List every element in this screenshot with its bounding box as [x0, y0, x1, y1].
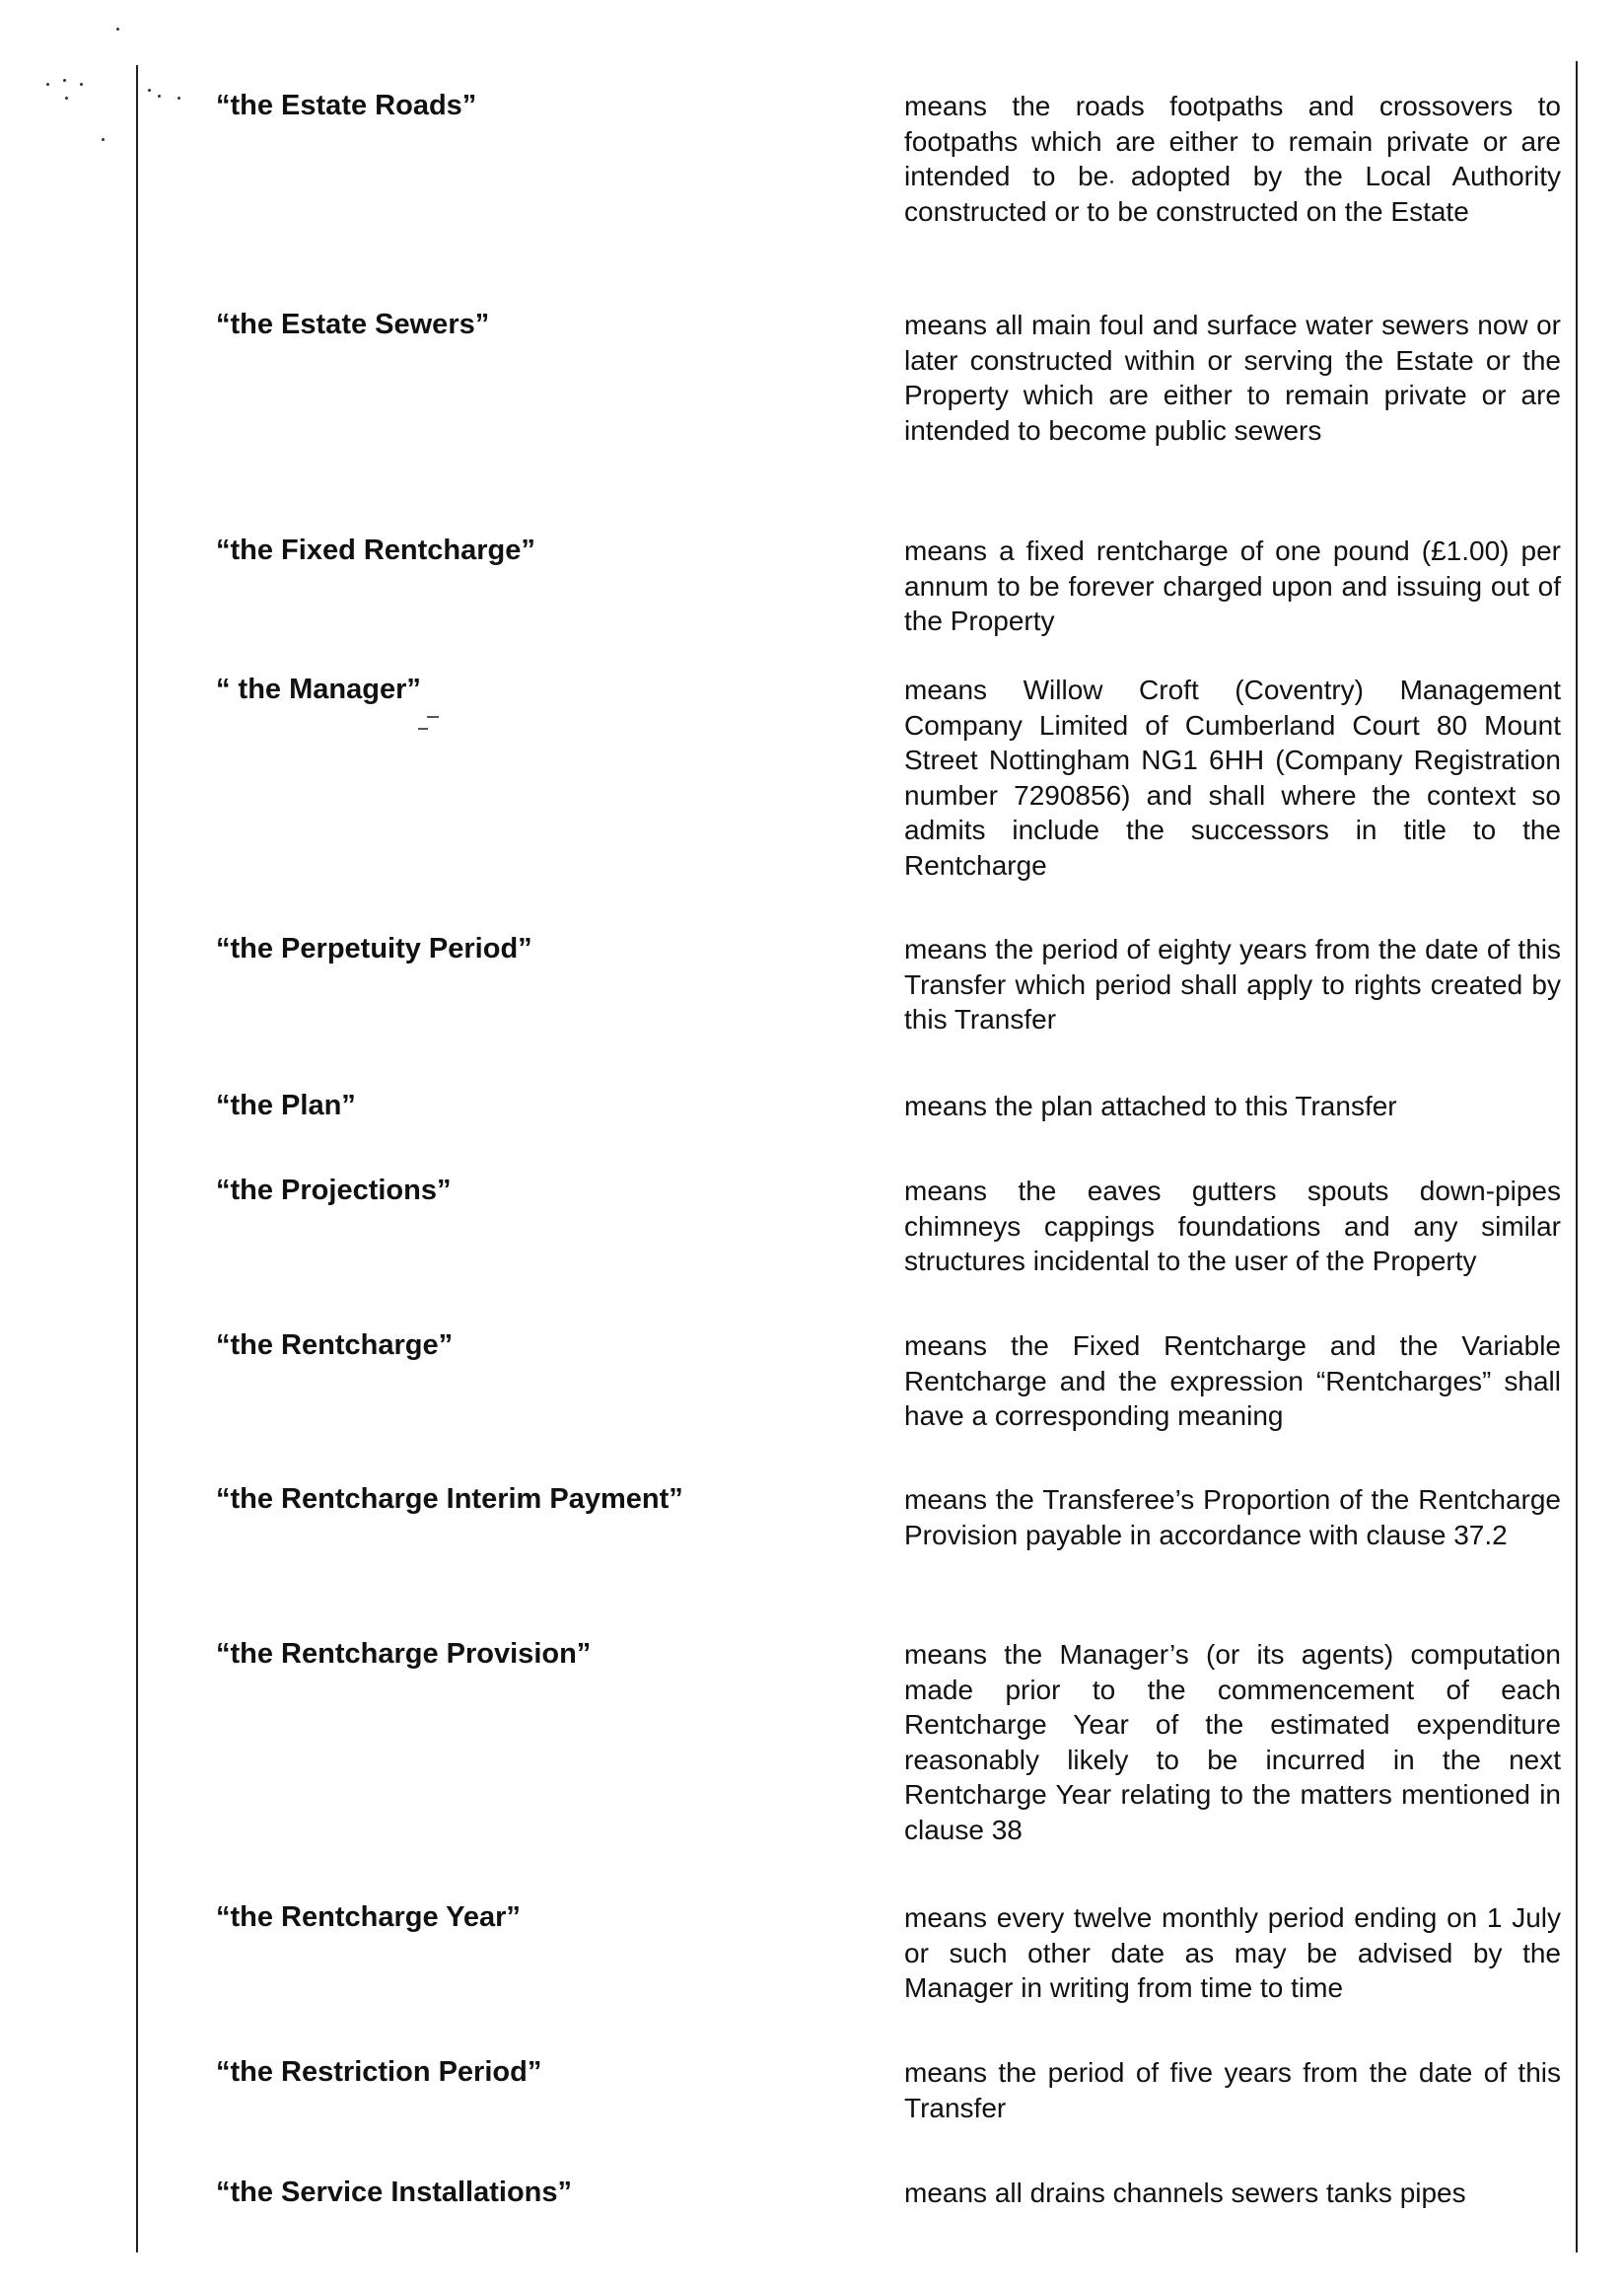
defined-term: “the Rentcharge Interim Payment” — [216, 1483, 683, 1515]
defined-term: “the Service Installations” — [216, 2177, 573, 2208]
definition-text: means the Manager’s (or its agents) computation made prior to the commencement of each Rentcharge Year of the estimated expenditure reasonably likely to be incurred in the next Rentcharge Year relating to the matters mentioned in clause 38 — [904, 1639, 1561, 1845]
defined-term: “the Rentcharge Provision” — [216, 1638, 592, 1670]
definition-text: means the plan attached to this Transfer — [904, 1091, 1397, 1121]
defined-term: “the Perpetuity Period” — [216, 933, 532, 964]
definition-text: means Willow Croft (Coventry) Management Company Limited of Cumberland Court 80 Mount Street Nottingham NG1 6HH (Company Registration number 7290856) and shall where the context so admits include the successors in title to the Rentcharge — [904, 675, 1561, 881]
defined-term: “the Rentcharge Year” — [216, 1901, 521, 1933]
defined-term: “the Projections” — [216, 1175, 452, 1206]
definition-text: means the roads footpaths and crossovers to footpaths which are either to remain private or are intended to be adopted by the Local Authority constructed or to be constructed on the Estate — [904, 91, 1561, 227]
defined-term: “the Restriction Period” — [216, 2056, 542, 2088]
defined-term: “the Estate Sewers” — [216, 309, 490, 340]
definition-text: means a fixed rentcharge of one pound (£1.00) per annum to be forever charged upon and issuing out of the Property — [904, 536, 1561, 636]
definition-text: means every twelve monthly period ending on 1 July or such other date as may be advised by the Manager in writing from time to time — [904, 1902, 1561, 2003]
defined-term: “the Plan” — [216, 1090, 356, 1121]
definition-text: means the Transferee’s Proportion of the Rentcharge Provision payable in accordance with clause 37.2 — [904, 1484, 1561, 1550]
definition-text: means the period of five years from the date of this Transfer — [904, 2057, 1561, 2123]
defined-term: “ the Manager” — [216, 674, 421, 705]
definition-text: means the eaves gutters spouts down-pipes chimneys cappings foundations and any similar structures incidental to the user of the Property — [904, 1176, 1561, 1276]
definition-text: means all drains channels sewers tanks pipes — [904, 2178, 1466, 2208]
defined-term: “the Fixed Rentcharge” — [216, 535, 535, 566]
definition-text: means the period of eighty years from the date of this Transfer which period shall apply to rights created by this Transfer — [904, 934, 1561, 1035]
defined-term: “the Rentcharge” — [216, 1329, 454, 1361]
definition-text: means the Fixed Rentcharge and the Variable Rentcharge and the expression “Rentcharges” shall have a corresponding meaning — [904, 1330, 1561, 1431]
defined-term: “the Estate Roads” — [216, 90, 477, 121]
definition-text: means all main foul and surface water sewers now or later constructed within or serving the Estate or the Property which are either to remain private or are intended to become public sewers — [904, 310, 1561, 446]
